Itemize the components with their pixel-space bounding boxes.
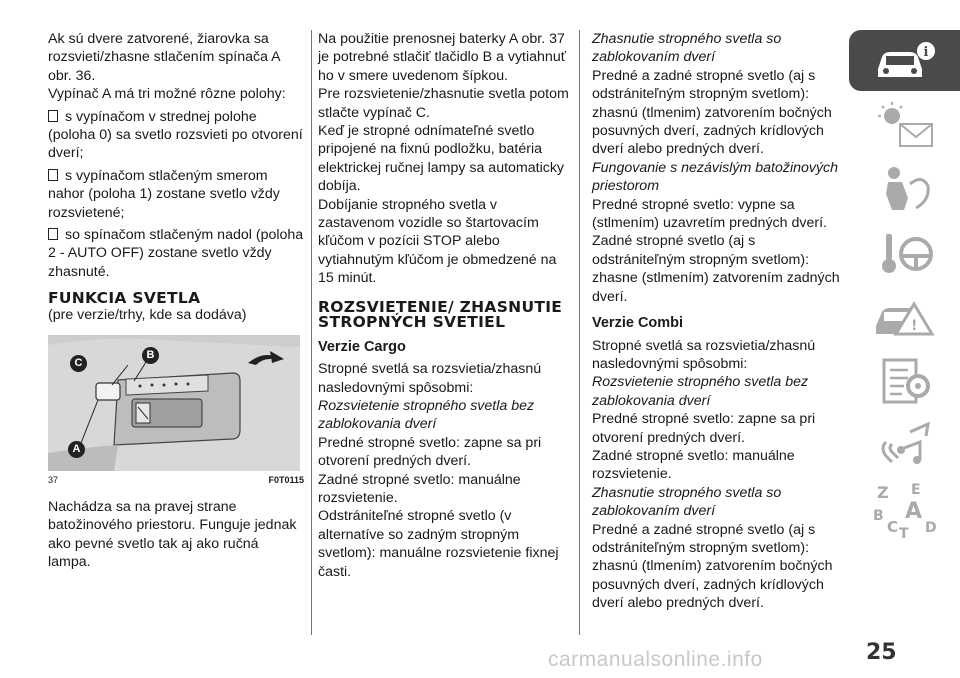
list-item-text: s vypínačom v strednej polohe (poloha 0) sa svetlo rozsvieti po otvorení dverí; bbox=[48, 108, 303, 162]
callout-b: B bbox=[142, 347, 159, 364]
paragraph: Predné stropné svetlo: zapne sa pri otvorení predných dverí. bbox=[592, 411, 816, 446]
car-info-icon bbox=[870, 39, 940, 83]
paragraph: Stropné svetlá sa rozsvietia/zhasnú nasledovnými spôsobmi: bbox=[318, 361, 542, 396]
paragraph: Keď je stropné odnímateľné svetlo pripojené na fixnú podložku, batéria elektrickej ručnej lampy sa automaticky dobíja. bbox=[318, 123, 565, 195]
italic-heading: Fungovanie s nezávislým batožinových priestorom bbox=[592, 159, 839, 195]
figure-37-image bbox=[48, 335, 300, 471]
svg-text:!: ! bbox=[910, 317, 917, 334]
index-letter-b: B bbox=[872, 507, 884, 524]
tab-starting-driving[interactable] bbox=[849, 222, 960, 283]
svg-text:i: i bbox=[923, 44, 928, 60]
subsection-heading: Verzie Combi bbox=[592, 315, 684, 332]
paragraph: Na použitie prenosnej baterky A obr. 37 je potrebné stlačiť tlačidlo B a vytiahnuť ho v smere uvedenom šípkou. bbox=[318, 31, 567, 84]
column-3 bbox=[592, 30, 840, 613]
list-item bbox=[48, 167, 304, 222]
index-letter-e: E bbox=[910, 481, 921, 498]
italic-heading: Zhasnutie stropného svetla so zablokovaním dverí bbox=[592, 484, 782, 520]
tab-multimedia[interactable] bbox=[849, 414, 960, 475]
callout-c: C bbox=[70, 355, 87, 372]
italic-heading: Zhasnutie stropného svetla so zablokovaním dverí bbox=[592, 31, 782, 66]
checkbox-bullet-icon bbox=[48, 110, 58, 122]
index-letter-z: Z bbox=[876, 482, 889, 502]
multimedia-icon bbox=[870, 418, 940, 472]
callout-a: A bbox=[68, 441, 85, 458]
tab-warning-lights[interactable] bbox=[849, 94, 960, 155]
index-icon bbox=[865, 480, 945, 538]
index-letter-t: T bbox=[898, 525, 909, 538]
paragraph: Ak sú dvere zatvorené, žiarovka sa rozsvieti/zhasne stlačením spínača A obr. 36. bbox=[48, 31, 280, 84]
checkbox-bullet-icon bbox=[48, 169, 58, 181]
paragraph: Odstrániteľné stropné svetlo (v alternatíve so zadným stropným svetlom): manuálne rozsvietenie fixnej časti. bbox=[318, 508, 559, 580]
paragraph: Nachádza sa na pravej strane batožinového priestoru. Funguje jednak ako pevné svetlo tak aj ako ručná lampa. bbox=[48, 498, 297, 570]
tab-car-info[interactable] bbox=[849, 30, 960, 91]
figure-number: 37 bbox=[48, 474, 59, 485]
figure-code: F0T0115 bbox=[268, 474, 304, 485]
tab-index[interactable] bbox=[849, 478, 960, 539]
list-item-text: so spínačom stlačeným nadol (poloha 2 - AUTO OFF) zostane svetlo vždy zhasnuté. bbox=[48, 227, 304, 280]
paragraph: Predné a zadné stropné svetlo (aj s odstrániteľným stropným svetlom): zhasnú (tlmením) zatvorením bočných posuvných dverí, zadných krídlových dverí alebo predných dverí. bbox=[592, 521, 833, 612]
column-divider bbox=[311, 30, 312, 635]
list-item bbox=[48, 108, 304, 163]
paragraph: Zadné stropné svetlo: manuálne rozsvietenie. bbox=[318, 471, 521, 506]
column-1 bbox=[48, 30, 304, 571]
tab-safety[interactable] bbox=[849, 158, 960, 219]
subsection-heading: Verzie Cargo bbox=[318, 338, 406, 355]
section-heading: FUNKCIA SVETLA bbox=[48, 289, 201, 308]
page-number: 25 bbox=[866, 640, 897, 665]
warning-lights-icon bbox=[870, 100, 940, 150]
index-letter-c: C bbox=[886, 517, 898, 536]
paragraph: Dobíjanie stropného svetla v zastavenom vozidle so štartovacím kľúčom v pozícii STOP alebo vytiahnutým kľúčom je obmedzené na 15 minút. bbox=[318, 196, 557, 287]
tab-breakdown[interactable] bbox=[849, 286, 960, 347]
list-item-text: s vypínačom stlačeným smerom nahor (poloha 1) zostane svetlo vždy rozsvietené; bbox=[48, 167, 280, 221]
chapter-sidebar bbox=[849, 30, 960, 542]
list-item bbox=[48, 226, 304, 281]
section-subheading: (pre verzie/trhy, kde sa dodáva) bbox=[48, 307, 247, 324]
italic-heading: Rozsvietenie stropného svetla bez zablokovania dverí bbox=[318, 397, 535, 433]
index-letter-d: D bbox=[924, 519, 937, 536]
paragraph: Zadné stropné svetlo: manuálne rozsvietenie. bbox=[592, 447, 795, 483]
trunk-light-illustration bbox=[48, 335, 300, 471]
paragraph: Vypínač A má tri možné rôzne polohy: bbox=[48, 86, 286, 103]
paragraph: Predné stropné svetlo: zapne sa pri otvorení predných dverí. bbox=[318, 434, 542, 470]
paragraph: Predné stropné svetlo: vypne sa (stlmením) uzavretím predných dverí. bbox=[592, 196, 827, 232]
paragraph: Zadné stropné svetlo (aj s odstrániteľným stropným svetlom): zhasne (stlmením) zatvorením zadných dverí. bbox=[592, 233, 840, 305]
maintenance-icon bbox=[870, 354, 940, 408]
tab-maintenance[interactable] bbox=[849, 350, 960, 411]
breakdown-icon bbox=[870, 292, 940, 342]
paragraph: Predné a zadné stropné svetlo (aj s odstrániteľným stropným svetlom): zhasnú (tlmenim) zatvorením bočných posuvných dverí, zadných krídlových dverí alebo predných dverí. bbox=[592, 67, 832, 158]
italic-heading: Rozsvietenie stropného svetla bez zablokovania dverí bbox=[592, 374, 809, 409]
checkbox-bullet-icon bbox=[48, 228, 58, 240]
key-steering-icon bbox=[870, 228, 940, 278]
column-2 bbox=[318, 30, 574, 581]
paragraph: Pre rozsvietenie/zhasnutie svetla potom stlačte vypínač C. bbox=[318, 86, 569, 121]
paragraph: Stropné svetlá sa rozsvietia/zhasnú nasledovnými spôsobmi: bbox=[592, 337, 816, 372]
index-letter-a: A bbox=[904, 498, 922, 524]
column-divider bbox=[579, 30, 580, 635]
section-heading: ROZSVIETENIE/ ZHASNUTIE STROPNÝCH SVETIEL bbox=[318, 297, 563, 331]
watermark: carmanualsonline.info bbox=[548, 648, 763, 671]
safety-icon bbox=[870, 164, 940, 214]
figure-caption bbox=[48, 474, 304, 486]
